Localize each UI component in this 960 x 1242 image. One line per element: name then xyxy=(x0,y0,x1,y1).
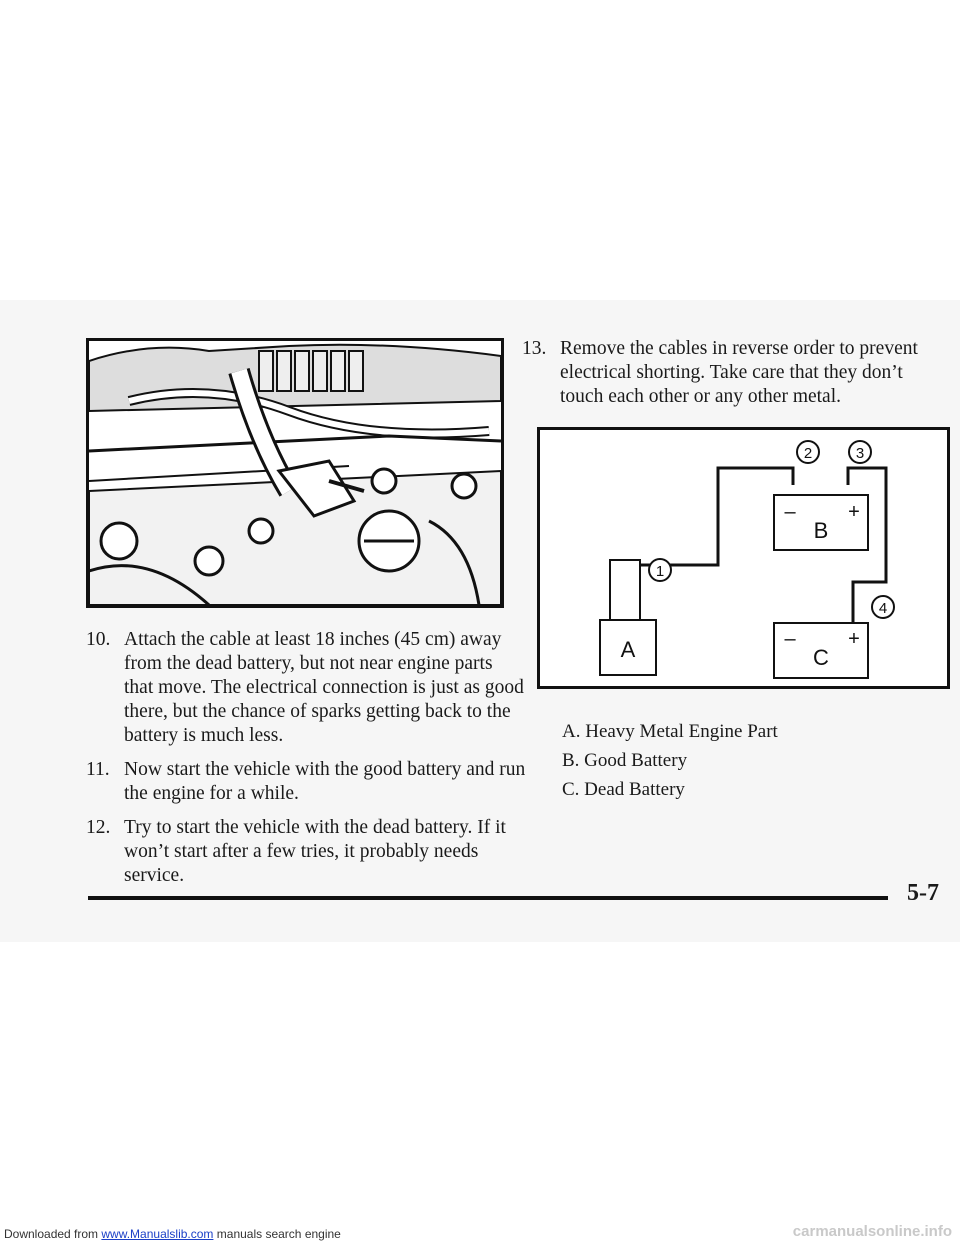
legend-item-b: B. Good Battery xyxy=(562,750,688,771)
manualslib-link[interactable]: www.Manualslib.com xyxy=(101,1227,214,1241)
callout-2: 2 xyxy=(803,445,813,462)
step-number: 12. xyxy=(86,817,111,838)
step-text: Try to start the vehicle with the dead battery. If it won’t start after a few tries, it probably needs service. xyxy=(124,817,506,886)
battery-b-minus: – xyxy=(784,501,796,523)
banner-prefix: Downloaded from xyxy=(4,1227,102,1241)
step-number: 10. xyxy=(86,629,111,650)
steps-right-column xyxy=(522,337,942,419)
step-13 xyxy=(522,337,942,409)
legend-item-a: A. Heavy Metal Engine Part xyxy=(562,721,778,742)
footer-rule xyxy=(88,896,888,900)
label-a: A xyxy=(620,637,636,662)
step-11 xyxy=(86,758,526,806)
diagram-legend xyxy=(562,717,778,804)
callout-3: 3 xyxy=(855,445,865,462)
battery-c-plus: + xyxy=(848,628,860,650)
step-text: Now start the vehicle with the good battery and run the engine for a while. xyxy=(124,759,526,804)
download-banner xyxy=(4,1227,341,1241)
callout-4: 4 xyxy=(878,600,888,617)
watermark: carmanualsonline.info xyxy=(792,1223,952,1240)
label-c: C xyxy=(813,645,829,670)
engine-part-post xyxy=(610,560,640,620)
callout-1: 1 xyxy=(655,563,665,580)
steps-left-column xyxy=(86,628,526,898)
battery-c-minus: – xyxy=(784,628,796,650)
step-number: 13. xyxy=(522,338,547,359)
step-number: 11. xyxy=(86,759,110,780)
step-12 xyxy=(86,816,526,888)
engine-jumper-cable-illustration xyxy=(86,338,504,608)
page-number: 5-7 xyxy=(907,880,939,906)
legend-item-c: C. Dead Battery xyxy=(562,779,685,800)
step-text: Remove the cables in reverse order to prevent electrical shorting. Take care that they don’t touch each other or any other metal. xyxy=(560,338,918,407)
label-b: B xyxy=(813,518,829,543)
step-text: Attach the cable at least 18 inches (45 cm) away from the dead battery, but not near engine parts that move. The electrical connection is just as good there, but the chance of sparks getting back to the battery is much less. xyxy=(124,629,524,746)
wiring-diagram-icon xyxy=(540,430,947,686)
battery-b-plus: + xyxy=(848,501,860,523)
engine-illustration-icon xyxy=(89,341,501,605)
jumper-cable-diagram xyxy=(537,427,950,689)
step-10 xyxy=(86,628,526,748)
banner-suffix: manuals search engine xyxy=(213,1227,341,1241)
